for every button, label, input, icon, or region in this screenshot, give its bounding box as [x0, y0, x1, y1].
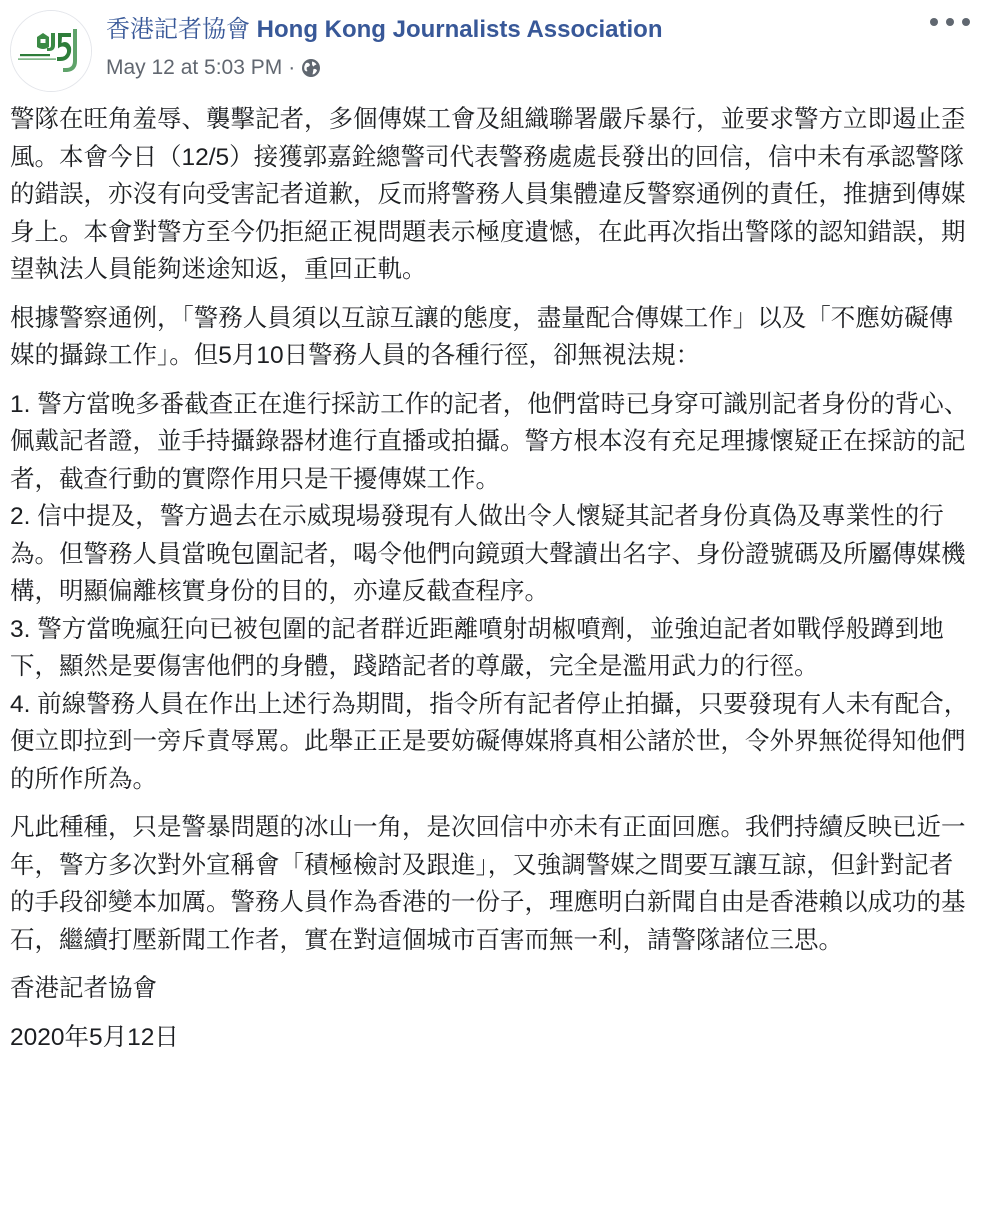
globe-icon[interactable]: [301, 58, 321, 78]
post-body: [10, 101, 970, 1067]
post-header: [0, 0, 981, 100]
signature: 香港記者協會: [10, 975, 157, 1002]
list-item: 3. 警方當晚瘋狂向已被包圍的記者群近距離噴射胡椒噴劑，並強迫記者如戰俘般蹲到地下，顯然是要傷害他們的身體，踐踏記者的尊嚴，完全是濫用武力的行徑。: [10, 615, 944, 680]
more-options-button[interactable]: [930, 10, 970, 34]
post-paragraph: 凡此種種，只是警暴問題的冰山一角，是次回信中亦未有正面回應。我們持續反映已近一年，警方多次對外宣稱會「積極檢討及跟進」，又強調警媒之間要互讓互諒，但針對記者的手段卻變本加厲。警務人員作為香港的一份子，理應明白新聞自由是香港賴以成功的基石，繼續打壓新聞工作者，實在對這個城市百害而無一利，請警隊諸位三思。: [10, 814, 966, 954]
more-options-icon-dot: [962, 18, 970, 26]
post-timestamp-link[interactable]: May 12 at 5:03 PM: [106, 56, 283, 79]
meta-separator: ·: [288, 56, 296, 79]
page-name-chinese: 香港記者協會: [106, 16, 250, 43]
post-paragraph: 根據警察通例，「警務人員須以互諒互讓的態度，盡量配合傳媒工作」以及「不應妨礙傳媒的攝錄工作」。但5月10日警務人員的各種行徑，卻無視法規：: [10, 304, 954, 369]
page-avatar[interactable]: [10, 10, 92, 92]
list-item: 4. 前線警務人員在作出上述行為期間，指令所有記者停止拍攝，只要發現有人未有配合，便立即拉到一旁斥責辱罵。此舉正正是要妨礙傳媒將真相公諸於世，令外界無從得知他們的所作所為。: [10, 690, 969, 793]
numbered-list: [10, 386, 970, 799]
page-name-english: Hong Kong Journalists Association: [256, 16, 663, 43]
page-name-link[interactable]: [106, 14, 662, 46]
list-item: 1. 警方當晚多番截查正在進行採訪工作的記者，他們當時已身穿可識別記者身份的背心、佩戴記者證，並手持攝錄器材進行直播或拍攝。警方根本沒有充足理據懷疑正在採訪的記者，截查行動的實際作用只是干擾傳媒工作。: [10, 390, 969, 493]
list-item: 2. 信中提及，警方過去在示威現場發現有人做出令人懷疑其記者身份真偽及專業性的行為。但警務人員當晚包圍記者，喝令他們向鏡頭大聲讀出名字、身份證號碼及所屬傳媒機構，明顯偏離核實身份的目的，亦違反截查程序。: [10, 503, 966, 605]
hkja-logo-icon: [11, 11, 91, 91]
more-options-icon-dot: [946, 18, 954, 26]
more-options-icon: [930, 18, 938, 26]
post-paragraph: 警隊在旺角羞辱、襲擊記者，多個傳媒工會及組織聯署嚴斥暴行，並要求警方立即遏止歪風。本會今日（12/5）接獲郭嘉銓總警司代表警務處處長發出的回信，信中未有承認警隊的錯誤，亦沒有向受害記者道歉，反而將警務人員集體違反警察通例的責任，推搪到傳媒身上。本會對警方至今仍拒絕正視問題表示極度遺憾，在此再次指出警隊的認知錯誤，期望執法人員能夠迷途知返，重回正軌。: [10, 106, 966, 283]
post-date: 2020年5月12日: [10, 1023, 179, 1051]
post-meta: [106, 54, 321, 82]
